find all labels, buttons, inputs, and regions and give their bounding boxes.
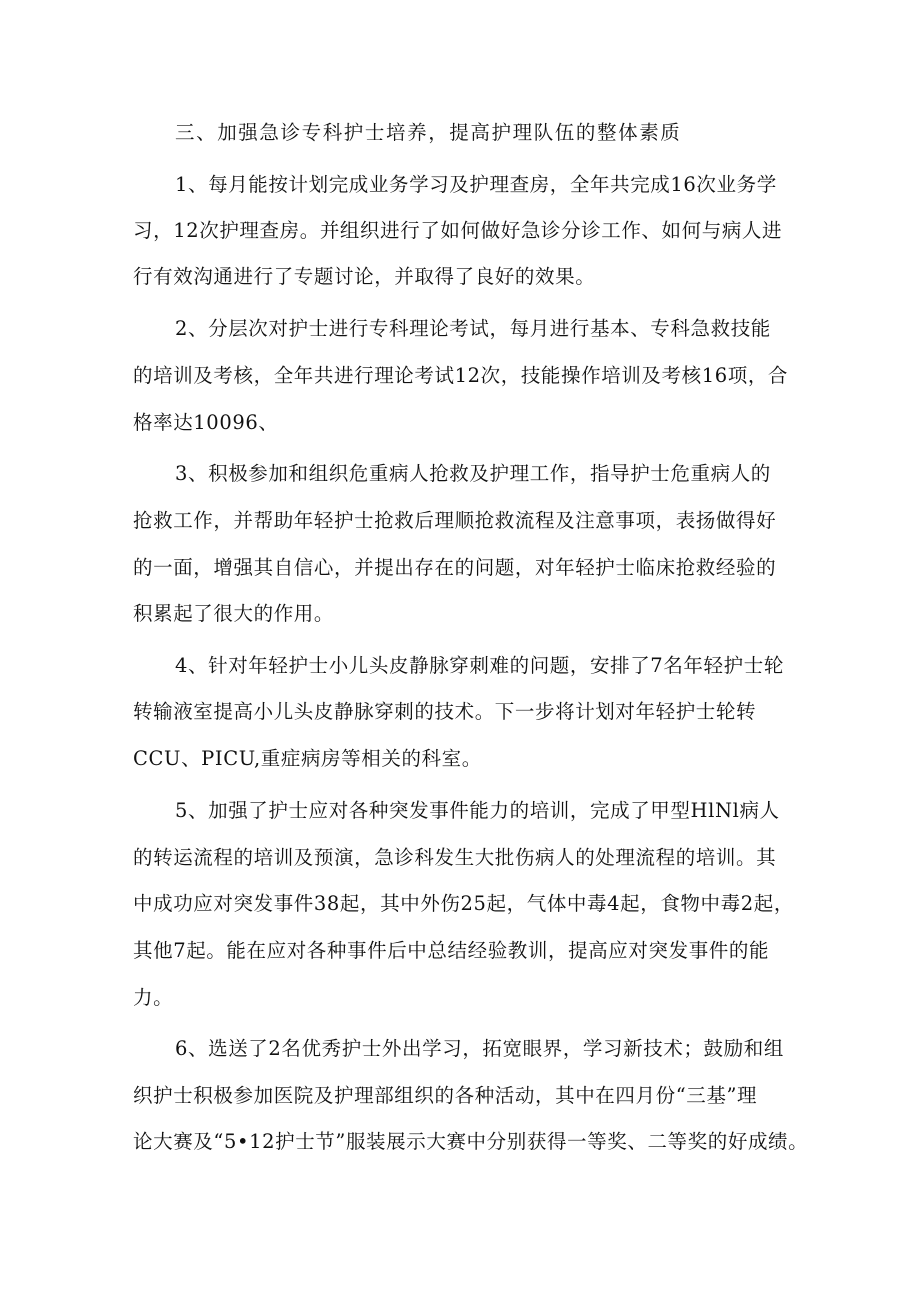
section-heading: 三、加强急诊专科护士培养，提高护理队伍的整体素质 xyxy=(175,121,682,144)
paragraph-5-line-2: 的转运流程的培训及预演，急诊科发生大批伤病人的处理流程的培训。其 xyxy=(133,846,777,869)
paragraph-3-line-1: 3、积极参加和组织危重病人抢救及护理工作，指导护士危重病人的 xyxy=(175,462,771,485)
paragraph-4-line-2: 转输液室提高小儿头皮静脉穿刺的技术。下一步将计划对年轻护士轮转 xyxy=(133,700,757,723)
paragraph-5-line-3: 中成功应对突发事件38起，其中外伤25起，气体中毒4起，食物中毒2起， xyxy=(133,892,794,915)
paragraph-3-line-4: 积累起了很大的作用。 xyxy=(133,602,335,625)
paragraph-6-line-3: 论大赛及“5•12护士节”服装展示大赛中分别获得一等奖、二等奖的好成绩。 xyxy=(133,1130,809,1153)
paragraph-2-line-1: 2、分层次对护士进行专科理论考试，每月进行基本、专科急救技能 xyxy=(175,317,771,340)
paragraph-2-line-2: 的培训及考核，全年共进行理论考试12次，技能操作培训及考核16项，合 xyxy=(133,364,789,387)
paragraph-5-line-4: 其他7起。能在应对各种事件后中总结经验教训，提高应对突发事件的能 xyxy=(133,939,770,962)
paragraph-4-line-1: 4、针对年轻护士小儿头皮静脉穿刺难的问题，安排了7名年轻护士轮 xyxy=(175,654,784,677)
paragraph-6-line-2: 织护士积极参加医院及护理部组织的各种活动，其中在四月份“三基”理 xyxy=(133,1084,758,1107)
paragraph-1-line-2: 习，12次护理查房。并组织进行了如何做好急诊分诊工作、如何与病人进 xyxy=(133,219,783,242)
paragraph-2-line-3: 格率达10096、 xyxy=(133,411,279,434)
paragraph-1-line-1: 1、每月能按计划完成业务学习及护理查房，全年共完成16次业务学 xyxy=(175,173,777,196)
paragraph-6-line-1: 6、选送了2名优秀护士外出学习，拓宽眼界，学习新技术；鼓励和组 xyxy=(175,1037,784,1060)
paragraph-5-line-1: 5、加强了护士应对各种突发事件能力的培训，完成了甲型HlNl病人 xyxy=(175,799,780,822)
paragraph-4-line-3: CCU、PICU,重症病房等相关的科室。 xyxy=(133,747,482,770)
paragraph-3-line-3: 的一面，增强其自信心，并提出存在的问题，对年轻护士临床抢救经验的 xyxy=(133,556,777,579)
paragraph-5-line-5: 力。 xyxy=(133,986,174,1009)
paragraph-3-line-2: 抢救工作，并帮助年轻护士抢救后理顺抢救流程及注意事项，表扬做得好 xyxy=(133,509,777,532)
paragraph-1-line-3: 行有效沟通进行了专题讨论，并取得了良好的效果。 xyxy=(133,265,596,288)
